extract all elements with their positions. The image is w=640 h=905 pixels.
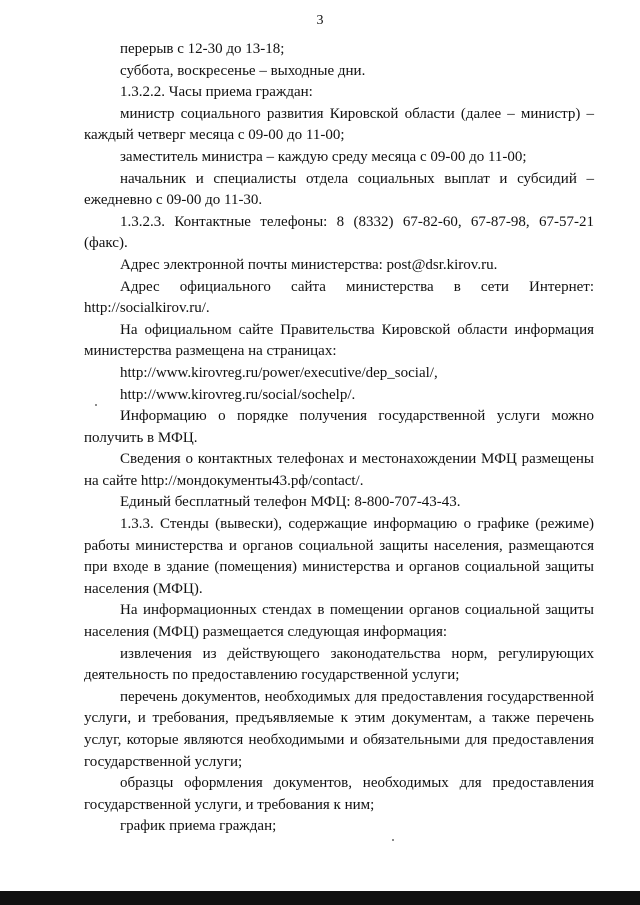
- paragraph-legislation-extracts: извлечения из действующего законодательства норм, регулирующих деятельность по предоставлению государственной услуги;: [84, 645, 594, 684]
- paragraph-documents-list: перечень документов, необходимых для предоставления государственной услуги, и требования, предъявляемые к этим документам, а также перечень услуг, которые являются необходимыми и обязательными для предоставления государственной услуги;: [84, 688, 594, 770]
- paragraph-department-hours: начальник и специалисты отдела социальных выплат и субсидий – ежедневно с 09-00 до 11-30.: [84, 170, 594, 209]
- paragraph-reception-hours-heading: 1.3.2.2. Часы приема граждан:: [120, 84, 313, 101]
- paragraph-minister-hours: министр социального развития Кировской области (далее – министр) – каждый четверг месяца с 09-00 до 11-00;: [84, 105, 594, 144]
- paragraph-url-dep-social: http://www.kirovreg.ru/power/executive/dep_social/,: [120, 364, 438, 381]
- paragraph-government-site: На официальном сайте Правительства Кировской области информация министерства размещена на страницах:: [84, 321, 594, 360]
- paragraph-deputy-hours: заместитель министра – каждую среду месяца с 09-00 до 11-00;: [120, 148, 527, 165]
- paragraph-break-time: перерыв с 12-30 до 13-18;: [120, 41, 285, 57]
- paragraph-reception-schedule: график приема граждан;: [120, 818, 277, 835]
- paragraph-mfc-contacts: Сведения о контактных телефонах и местонахождении МФЦ размещены на сайте http://мондокументы43.рф/contact/.: [84, 451, 594, 489]
- paragraph-weekend: суббота, воскресенье – выходные дни.: [120, 62, 366, 79]
- scan-speck: [95, 404, 97, 406]
- scan-speck: [392, 839, 394, 841]
- page-number: 3: [316, 13, 324, 28]
- paragraph-url-sochelp: http://www.kirovreg.ru/social/sochelp/.: [120, 386, 356, 403]
- paragraph-stands-info: На информационных стендах в помещении органов социальной защиты населения (МФЦ) размещается следующая информация:: [84, 602, 594, 641]
- scan-bottom-edge: [0, 891, 640, 905]
- paragraph-contact-phones: 1.3.2.3. Контактные телефоны: 8 (8332) 67-82-60, 67-87-98, 67-57-21 (факс).: [84, 213, 594, 252]
- paragraph-mfc-info: Информацию о порядке получения государственной услуги можно получить в МФЦ.: [84, 408, 594, 446]
- paragraph-website: Адрес официального сайта министерства в сети Интернет: http://socialkirov.ru/.: [84, 278, 594, 317]
- document-body: [84, 39, 594, 838]
- paragraph-stands: 1.3.3. Стенды (вывески), содержащие информацию о графике (режиме) работы министерства и органов социальной защиты населения, размещаются при входе в здание (помещения) министерства и органов социальной защиты населения (МФЦ).: [84, 516, 594, 597]
- paragraph-document-samples: образцы оформления документов, необходимых для предоставления государственной услуги, и требования к ним;: [84, 775, 594, 813]
- paragraph-email: Адрес электронной почты министерства: post@dsr.kirov.ru.: [120, 256, 498, 273]
- paragraph-mfc-phone: Единый бесплатный телефон МФЦ: 8-800-707-43-43.: [120, 494, 461, 511]
